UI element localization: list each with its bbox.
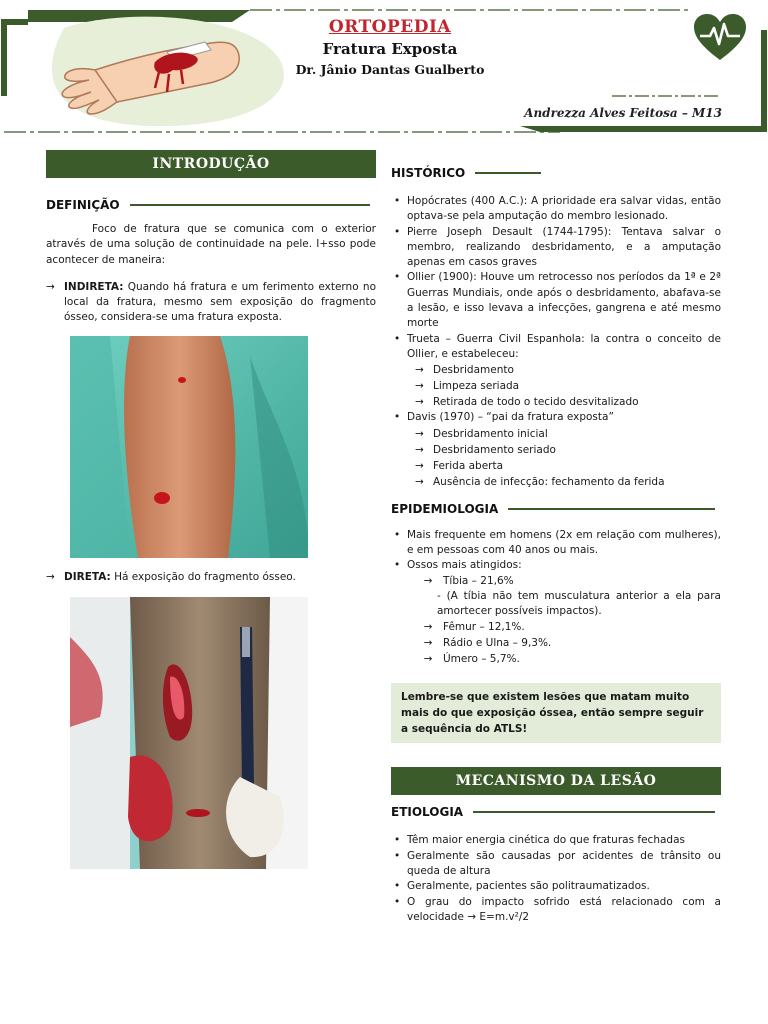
- sub-item: [407, 394, 721, 410]
- bone-umero: [391, 651, 721, 667]
- list-item: [391, 410, 721, 489]
- list-item-text: Têm maior energia cinética do que fraturas fechadas: [407, 834, 685, 847]
- definicao-heading: [46, 196, 376, 214]
- bullet-icon: •: [394, 195, 401, 207]
- heading-rule: [508, 508, 715, 510]
- historico-heading: [391, 164, 721, 182]
- etiologia-list: [391, 833, 721, 925]
- list-item-text: Hopócrates (400 A.C.): A prioridade era salvar vidas, então optava-se pela amputação do membro lesionado.: [407, 195, 721, 223]
- sub-item-text: Fêmur – 12,1%.: [443, 621, 525, 634]
- arrow-icon: →: [423, 637, 433, 650]
- sub-item-text: Retirada de todo o tecido desvitalizado: [433, 396, 639, 409]
- arrow-icon: →: [415, 427, 424, 440]
- page-header: [0, 0, 768, 140]
- header-specialty: ORTOPEDIA: [328, 17, 452, 37]
- bullet-icon: •: [394, 880, 401, 893]
- intro-banner: INTRODUÇÃO: [46, 150, 376, 178]
- bullet-icon: •: [394, 225, 401, 238]
- bullet-icon: •: [394, 332, 401, 345]
- header-topic: Fratura Exposta: [322, 40, 458, 58]
- sub-item-text: Úmero – 5,7%.: [443, 653, 520, 666]
- heading-rule: [130, 204, 370, 206]
- direta-label: DIRETA:: [64, 570, 111, 583]
- bullet-icon: •: [394, 411, 401, 424]
- arrow-icon: →: [415, 475, 424, 488]
- indirect-fracture-photo: [70, 336, 308, 558]
- direta-body: [64, 570, 296, 585]
- left-column: [46, 150, 376, 869]
- list-item-text: Mais frequente em homens (2x em relação com mulheres), e em pessoas com 40 anos ou mais.: [407, 528, 721, 556]
- tibia-note: - (A tíbia não tem musculatura anterior a ela para amortecer possíveis impactos).: [437, 590, 721, 618]
- leg-wound-photo: [70, 336, 308, 558]
- list-item: [391, 194, 721, 225]
- arrow-icon: →: [423, 575, 433, 588]
- bone-femur: [391, 619, 721, 635]
- arrow-icon: →: [423, 621, 433, 634]
- sub-item-text: Limpeza seriada: [433, 380, 520, 393]
- epidemiologia-heading-text: EPIDEMIOLOGIA: [391, 501, 499, 516]
- right-column: [391, 150, 721, 925]
- list-item: [391, 225, 721, 271]
- list-item: [391, 332, 721, 411]
- hand-fracture-illustration: [55, 22, 255, 122]
- bone-tibia: [407, 573, 721, 589]
- atls-callout: Lembre-se que existem lesões que matam muito mais do que exposição óssea, então sempre seguir a sequência do ATLS!: [391, 683, 721, 743]
- header-author: Andrezza Alves Feitosa – M13: [524, 106, 722, 120]
- heading-rule: [473, 811, 715, 813]
- arrow-icon: →: [415, 443, 424, 456]
- sub-item: [407, 378, 721, 394]
- bone-radio-ulna: [391, 635, 721, 651]
- historico-heading-text: HISTÓRICO: [391, 166, 466, 180]
- list-item-text: Ollier (1900): Houve um retrocesso nos períodos da 1ª e 2ª Guerras Mundiais, onde após o desbridamento, abafava-se a lesão, e isso levava a infecções, gangrena e até mesmo morte: [407, 271, 721, 330]
- heading-rule: [475, 172, 541, 174]
- bullet-icon: •: [394, 895, 401, 908]
- sub-item: [407, 474, 721, 490]
- indireta-item: [46, 280, 376, 326]
- arrow-icon: →: [415, 396, 424, 409]
- indireta-body: [64, 280, 376, 326]
- arrow-icon: →: [415, 364, 424, 377]
- sub-item-text: Ausência de infecção: fechamento da ferida: [433, 475, 665, 488]
- indireta-text: Quando há fratura e um ferimento externo no local da fratura, mesmo sem exposição do fragmento ósseo, considera-se uma fratura exposta.: [64, 280, 377, 324]
- arrow-icon: →: [46, 570, 55, 583]
- list-item-text: Geralmente são causadas por acidentes de trânsito ou queda de altura: [407, 849, 721, 878]
- bullet-icon: •: [394, 271, 401, 284]
- historico-list: [391, 194, 721, 490]
- list-item-text: Geralmente, pacientes são politraumatizados.: [407, 880, 650, 893]
- list-item-text: Ossos mais atingidos:: [407, 559, 522, 572]
- list-item-text: Trueta – Guerra Civil Espanhola: la contra o conceito de Ollier, e estabeleceu:: [407, 332, 721, 360]
- sub-item-text: Desbridamento inicial: [433, 427, 548, 440]
- sub-item-text: Desbridamento seriado: [433, 443, 556, 456]
- bullet-icon: •: [394, 849, 401, 862]
- epidemiologia-heading: [391, 500, 721, 518]
- list-item-text: Davis (1970) – “pai da fratura exposta”: [407, 411, 614, 424]
- list-item-text: Pierre Joseph Desault (1744-1795): Tentava salvar o membro, realizando desbridamento, e a amputação apenas em casos graves: [407, 225, 721, 269]
- heart-pulse-icon: [694, 14, 746, 62]
- bullet-icon: •: [394, 528, 401, 541]
- definicao-heading-text: DEFINIÇÃO: [46, 198, 120, 212]
- sub-item: [407, 426, 721, 442]
- epidemiologia-list: [391, 528, 721, 590]
- etiologia-heading-text: ETIOLOGIA: [391, 805, 464, 820]
- list-item: [391, 849, 721, 880]
- sub-item-text: Tíbia – 21,6%: [443, 575, 514, 588]
- header-doctor: Dr. Jânio Dantas Gualberto: [295, 62, 485, 77]
- sub-item: [407, 442, 721, 458]
- list-item: [391, 879, 721, 894]
- direta-text: Há exposição do fragmento ósseo.: [114, 570, 296, 583]
- mecanismo-banner: MECANISMO DA LESÃO: [391, 767, 721, 795]
- list-item: [391, 895, 721, 926]
- arrow-icon: →: [423, 653, 433, 666]
- sub-item: [407, 362, 721, 378]
- bullet-icon: •: [394, 834, 401, 847]
- bullet-icon: •: [394, 559, 401, 572]
- list-item: [391, 833, 721, 848]
- indireta-label: INDIRETA:: [64, 280, 124, 293]
- list-item-text: O grau do impacto sofrido está relacionado com a velocidade → E=m.v²/2: [407, 895, 721, 923]
- arrow-icon: →: [46, 280, 55, 293]
- sub-item: [407, 458, 721, 474]
- list-item: [391, 528, 721, 559]
- open-fracture-photo: [70, 597, 308, 869]
- definicao-text: Foco de fratura que se comunica com o exterior através de uma solução de continuidade na pele. I+sso pode acontecer de maneira:: [46, 223, 376, 266]
- arrow-icon: →: [415, 459, 424, 472]
- direta-item: [46, 570, 376, 585]
- direct-fracture-photo: [70, 597, 308, 869]
- sub-item-text: Ferida aberta: [433, 459, 504, 472]
- list-item: [391, 558, 721, 589]
- arrow-icon: →: [415, 380, 424, 393]
- sub-item-text: Desbridamento: [433, 364, 514, 377]
- list-item: [391, 270, 721, 331]
- etiologia-heading: [391, 803, 721, 821]
- sub-item-text: Rádio e Ulna – 9,3%.: [443, 637, 552, 650]
